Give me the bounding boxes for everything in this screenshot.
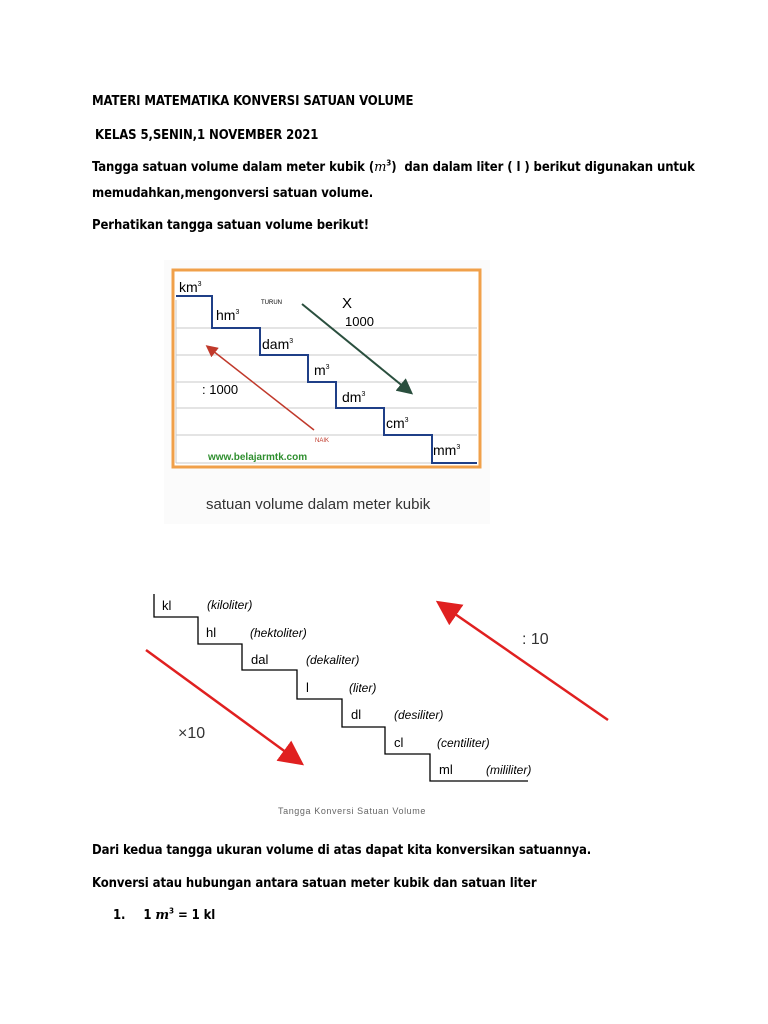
unit-dal: dal	[251, 652, 269, 667]
unit-ml-name: (mililiter)	[486, 763, 532, 777]
divide-ten-label: : 10	[522, 631, 549, 648]
watermark-text: www.belajarmtk.com	[208, 452, 308, 463]
unit-hl: hl	[206, 625, 217, 640]
intro-text-a: Tangga satuan volume dalam meter kubik	[92, 160, 365, 175]
unit-kl-name: (kiloliter)	[207, 598, 253, 612]
divide-label: : 1000	[202, 382, 239, 397]
unit-m3: $m^3$	[314, 362, 330, 378]
unit-dal-name: (dekaliter)	[306, 653, 360, 667]
divide-ten-arrow	[442, 605, 608, 720]
figure2-staircase	[154, 594, 528, 781]
unit-l: l	[306, 680, 309, 695]
intro-line-2: memudahkan,mengonversi satuan volume.	[92, 186, 374, 201]
unit-hm3: $hm^3$	[216, 307, 240, 323]
unit-l-name: (liter)	[349, 681, 377, 695]
unit-ml: ml	[439, 762, 453, 777]
liter-stairs-figure	[130, 572, 675, 824]
unit-dam3: dam$^3$	[262, 336, 294, 352]
figure1-caption: satuan volume dalam meter kubik	[206, 496, 431, 513]
intro-math-m: m	[374, 160, 387, 175]
turun-label: TURUN	[261, 300, 282, 306]
list-item-pre: 1	[143, 908, 156, 923]
unit-kl: kl	[162, 598, 172, 613]
paragraph-conversion: Konversi atau hubungan antara satuan meter kubik dan satuan liter	[92, 876, 537, 891]
document-title: MATERI MATEMATIKA KONVERSI SATUAN VOLUME	[92, 94, 414, 109]
unit-hl-name: (hektoliter)	[250, 626, 307, 640]
class-date: KELAS 5,SENIN,1 NOVEMBER 2021	[95, 128, 319, 143]
figure2-caption: Tangga Konversi Satuan Volume	[278, 806, 426, 816]
unit-cm3: $cm^3$	[386, 415, 409, 431]
intro-text-b: dan dalam liter ( l ) berikut digunakan untuk	[404, 160, 695, 175]
naik-label: NAIK	[315, 438, 330, 444]
list-item-exponent: 3	[169, 906, 174, 916]
unit-cl: cl	[394, 735, 404, 750]
unit-dl: dl	[351, 707, 362, 722]
intro-line-1: Tangga satuan volume dalam meter kubik $(m^3)$ dan dalam liter ( l ) berikut digunakan untuk	[92, 158, 695, 175]
unit-dm3: $dm^3$	[342, 389, 366, 405]
times-value: 1000	[345, 314, 374, 329]
list-item-post: = 1 kl	[173, 908, 216, 923]
unit-dl-name: (desiliter)	[394, 708, 444, 722]
cubic-meter-stairs-figure	[164, 260, 490, 524]
list-item-math: m	[155, 908, 170, 923]
list-number: 1.	[113, 908, 126, 923]
paragraph-after-figures: Dari kedua tangga ukuran volume di atas dapat kita konversikan satuannya.	[92, 843, 592, 858]
unit-km3: $km^3$	[179, 279, 202, 295]
instruction-text: Perhatikan tangga satuan volume berikut!	[92, 218, 370, 233]
times-label: X	[342, 295, 353, 312]
unit-mm3: $mm^3$	[433, 442, 461, 458]
times-ten-arrow	[146, 650, 298, 761]
unit-cl-name: (centiliter)	[437, 736, 490, 750]
list-item	[113, 908, 215, 923]
intro-exponent: 3	[386, 158, 392, 168]
times-ten-label: ×10	[178, 725, 206, 742]
